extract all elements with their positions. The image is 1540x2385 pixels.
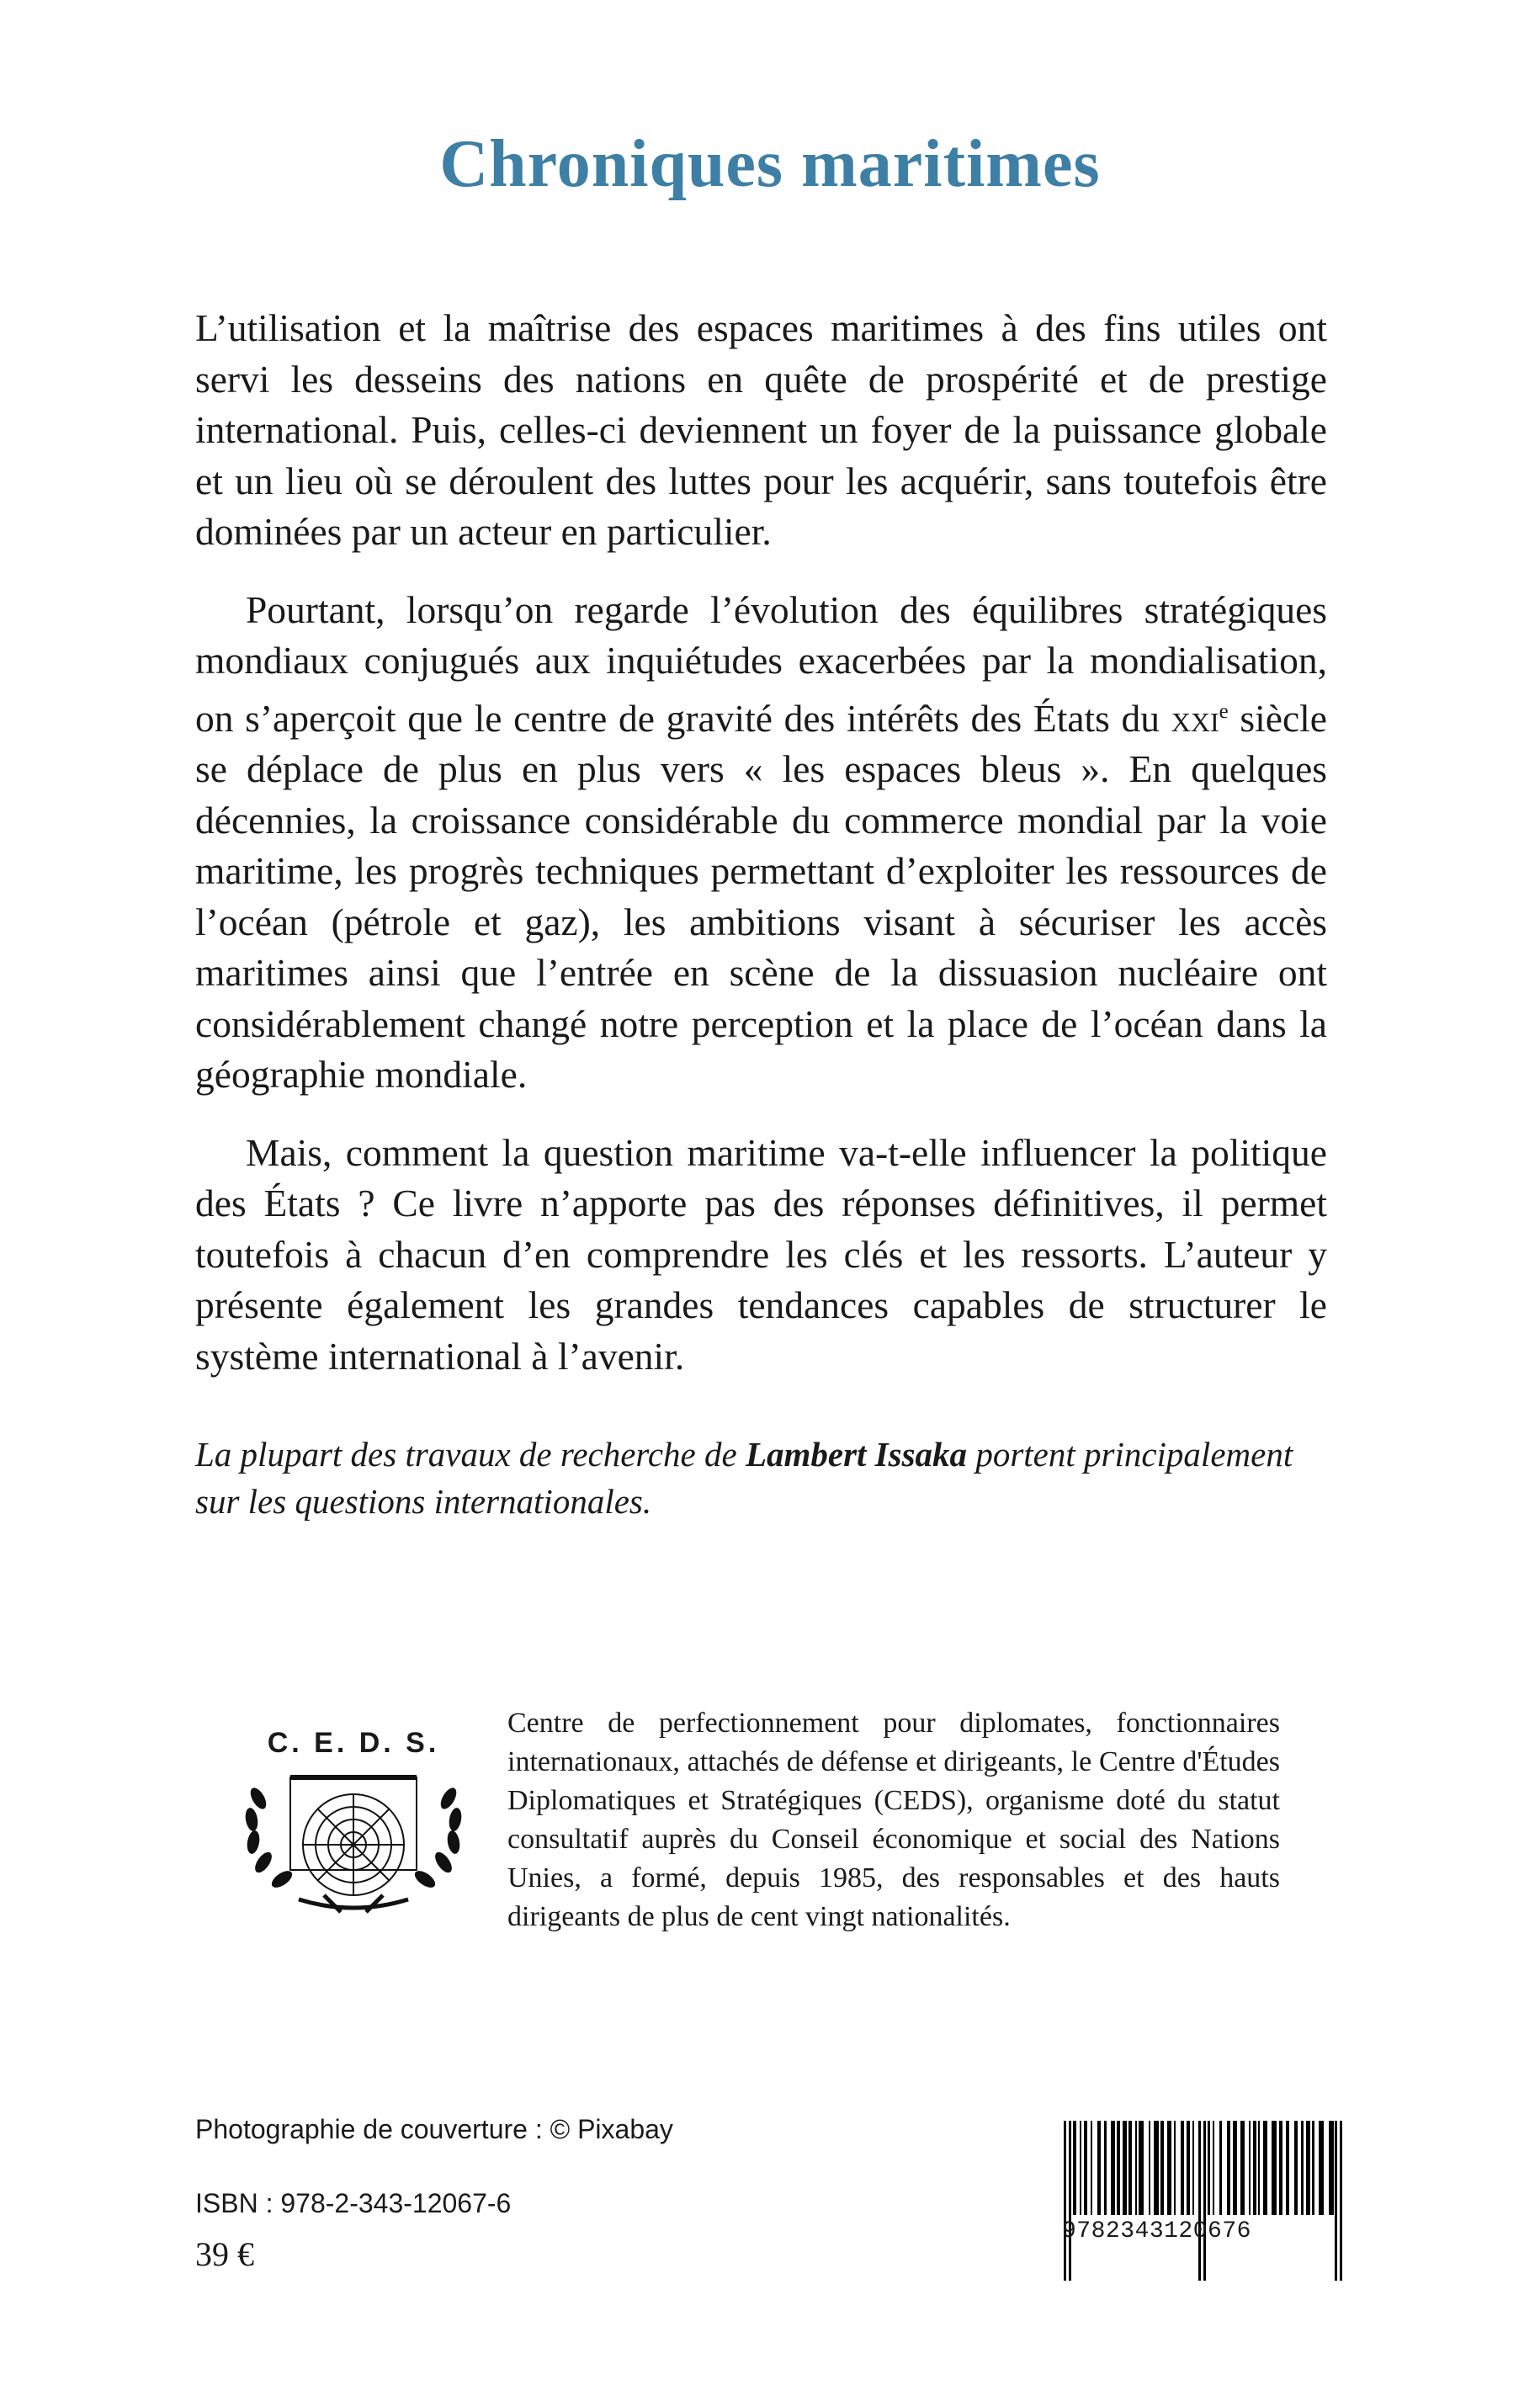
barcode-icon [1060,2121,1346,2281]
barcode-bar [1080,2121,1081,2215]
isbn: ISBN : 978-2-343-12067-6 [195,2188,512,2218]
ceds-description: Centre de perfectionnement pour diplomates, fonctionnaires internationaux, attachés de défense et dirigeants, le Centre d'Études Diplomatiques et Stratégiques (CEDS), organisme doté du statut consultatif auprès du Conseil économique et social des Nations Unies, a formé, depuis 1985, des responsables et des hauts dirigeants de plus de cent vingt nationalités. [507,1708,1280,1932]
barcode-bar [1286,2121,1289,2215]
barcode-bar [1097,2121,1101,2215]
barcode-bar [1154,2121,1159,2215]
barcode-bar [1233,2121,1237,2215]
back-cover-blurb [195,303,1327,1409]
ceds-logo-text: C. E. D. S. [267,1727,440,1759]
barcode-bar [1128,2121,1132,2215]
barcode-bar [1253,2121,1256,2215]
barcode-bar [1073,2121,1076,2215]
barcode-bar [1329,2121,1334,2215]
barcode-bar [1084,2121,1087,2215]
barcode-bar [1227,2121,1230,2215]
barcode-bar [1167,2121,1171,2215]
barcode-bar [1240,2121,1245,2215]
barcode-bar [1198,2121,1201,2281]
barcode-bar [1123,2121,1127,2215]
photo-credit: Photographie de couverture : © Pixabay [195,2114,673,2144]
barcode-bar [1069,2121,1071,2281]
barcode-bar [1181,2121,1184,2215]
barcode-bar [1306,2121,1310,2215]
blurb-paragraph-3: Mais, comment la question maritime va-t-elle influencer la politique des États ? Ce livre n’apporte pas des réponses définitives, il permet toutefois à chacun d’en comprendre les clés et les ressorts. L’auteur y présente également les grandes tendances capables de structurer le système international à l’avenir. [195,1130,1327,1378]
barcode-bar [1213,2121,1214,2215]
un-emblem-icon [240,1773,467,1920]
barcode-bar [1335,2121,1337,2281]
barcode-digits: 9782343120676 [1062,2218,1251,2244]
author-note-after: portent principalement sur les questions internationales. [195,1435,1293,1521]
barcode-bar [1312,2121,1314,2215]
book-title: Chroniques maritimes [439,127,1101,201]
barcode-bar [1117,2121,1120,2215]
author-note [195,1431,1327,1525]
barcode-bar [1263,2121,1267,2215]
barcode-bar [1064,2121,1066,2281]
ceds-logo [240,1727,467,1920]
barcode-bar [1111,2121,1115,2215]
barcode-bar [1149,2121,1150,2215]
barcode-bar [1279,2121,1282,2215]
barcode-bar [1249,2121,1251,2215]
barcode-bar [1301,2121,1304,2215]
barcode-bar [1294,2121,1298,2215]
author-name: Lambert Issaka [745,1435,968,1474]
barcode-bar [1139,2121,1144,2215]
barcode-bar [1192,2121,1194,2215]
barcode-bar [1091,2121,1092,2215]
barcode-bar [1219,2121,1222,2215]
barcode-bar [1272,2121,1277,2215]
barcode-bar [1135,2121,1137,2215]
barcode-bar [1340,2121,1342,2281]
barcode-bar [1258,2121,1260,2215]
barcode-bar [1160,2121,1164,2215]
barcode-bar [1187,2121,1190,2215]
blurb-paragraph-1: L’utilisation et la maîtrise des espaces maritimes à des fins utiles ont servi les desseins des nations en quête de prospérité et de prestige international. Puis, celles-ci deviennent un foyer de la puissance globale et un lieu où se déroulent des luttes pour les acquérir, sans toutefois être dominées par un acteur en particulier. [195,306,1327,553]
barcode-bar [1104,2121,1107,2215]
price: 39 € [195,2235,254,2273]
author-note-before: La plupart des travaux de recherche de [195,1435,746,1474]
barcode-bar [1174,2121,1176,2215]
barcode-bar [1203,2121,1206,2281]
barcode-bar [1319,2121,1324,2215]
blurb-paragraph-2: Pourtant, lorsqu’on regarde l’évolution des équilibres stratégiques mondiaux conjugués aux inquiétudes exacerbées par la mondialisation, on s’aperçoit que le centre de gravité des intérêts des États du xxi$^e$ siècle se déplace de plus en plus vers « les espaces bleus ». En quelques décennies, la croissance considérable du commerce mondial par la voie maritime, les progrès techniques permettant d’exploiter les ressources de l’océan (pétrole et gaz), les ambitions visant à sécuriser les accès maritimes ainsi que l’entrée en scène de la dissuasion nucléaire ont considérablement changé notre perception et la place de l’océan dans la géographie mondiale. [195,587,1327,1097]
barcode-bar [1208,2121,1210,2215]
